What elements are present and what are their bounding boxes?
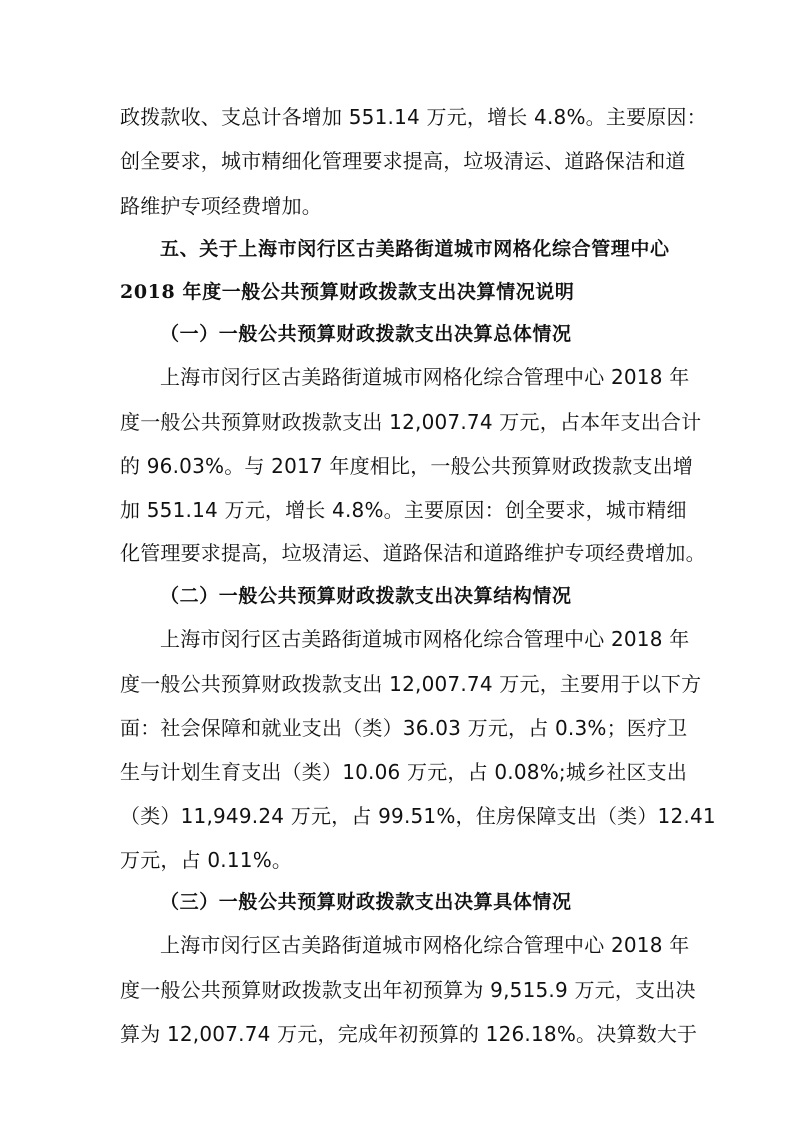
paragraph-line: 上海市闵行区古美路街道城市网格化综合管理中心 2018 年	[160, 627, 690, 651]
paragraph-line: 上海市闵行区古美路街道城市网格化综合管理中心 2018 年	[160, 365, 690, 389]
paragraph-line: 化管理要求提高，垃圾清运、道路保洁和道路维护专项经费增加。	[120, 541, 706, 565]
subsection-title: （一）一般公共预算财政拨款支出决算总体情况	[160, 323, 572, 345]
paragraph-line: 路维护专项经费增加。	[120, 194, 322, 218]
paragraph-line: 算为 12,007.74 万元，完成年初预算的 126.18%。决算数大于	[120, 1022, 698, 1046]
paragraph-line: 度一般公共预算财政拨款支出 12,007.74 万元，主要用于以下方	[120, 672, 702, 696]
paragraph-line: 创全要求，城市精细化管理要求提高，垃圾清运、道路保洁和道	[120, 149, 686, 173]
paragraph-line: 度一般公共预算财政拨款支出 12,007.74 万元，占本年支出合计	[120, 410, 702, 434]
paragraph-line: 上海市闵行区古美路街道城市网格化综合管理中心 2018 年	[160, 933, 690, 957]
paragraph-line: 万元，占 0.11%。	[120, 848, 293, 872]
paragraph-line: （类）11,949.24 万元，占 99.51%，住房保障支出（类）12.41	[120, 804, 716, 828]
paragraph-line: 面：社会保障和就业支出（类）36.03 万元，占 0.3%；医疗卫	[120, 716, 688, 740]
section-title: 五、关于上海市闵行区古美路街道城市网格化综合管理中心	[160, 238, 670, 260]
section-title-continued: 2018 年度一般公共预算财政拨款支出决算情况说明	[120, 281, 575, 303]
paragraph-line: 加 551.14 万元，增长 4.8%。主要原因：创全要求，城市精细	[120, 498, 687, 522]
paragraph-line: 度一般公共预算财政拨款支出年初预算为 9,515.9 万元，支出决	[120, 978, 696, 1002]
paragraph-line: 政拨款收、支总计各增加 551.14 万元，增长 4.8%。主要原因：	[120, 105, 707, 129]
subsection-title: （二）一般公共预算财政拨款支出决算结构情况	[160, 585, 572, 607]
paragraph-line: 生与计划生育支出（类）10.06 万元，占 0.08%;城乡社区支出	[120, 760, 688, 784]
subsection-title: （三）一般公共预算财政拨款支出决算具体情况	[160, 891, 572, 913]
paragraph-line: 的 96.03%。与 2017 年度相比，一般公共预算财政拨款支出增	[120, 454, 694, 478]
